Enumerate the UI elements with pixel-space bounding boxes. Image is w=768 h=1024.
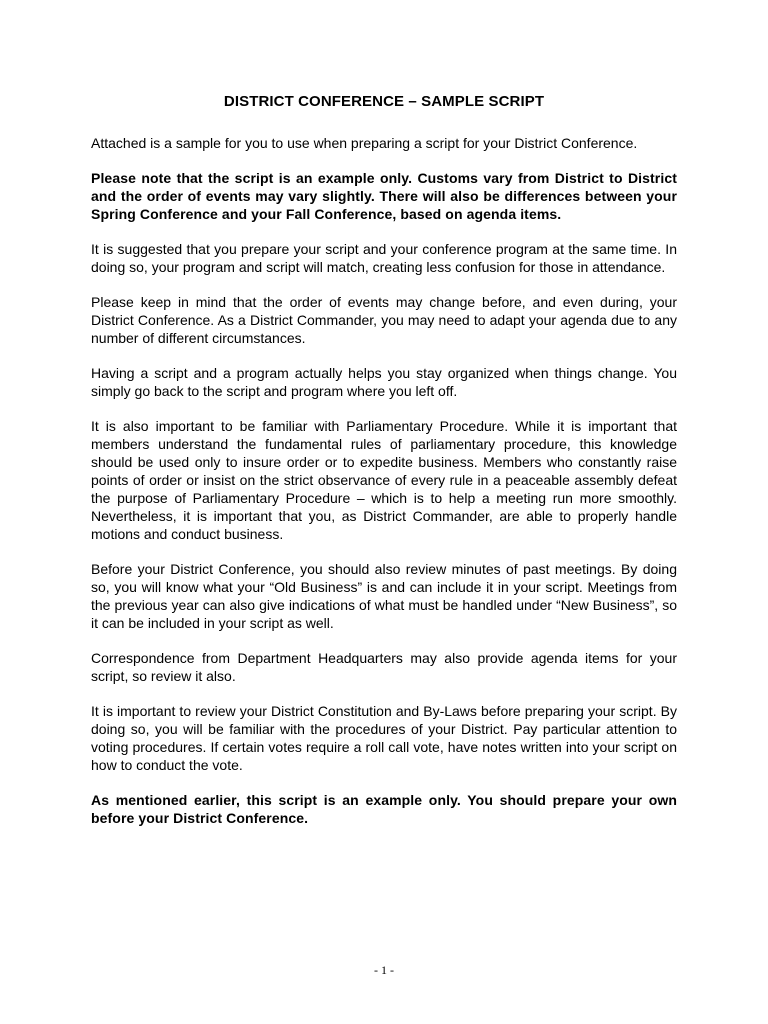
paragraph-stay-organized: Having a script and a program actually helps you stay organized when things change. You simply go back to the script and program where you left off.: [91, 365, 677, 399]
paragraph-parliamentary-procedure: It is also important to be familiar with Parliamentary Procedure. While it is important that members understand the fundamental rules of parliamentary procedure, this knowledge should be used only to insure order or to expedite business. Members who constantly raise points of order or insist on the strict observance of every rule in a peaceable assembly defeat the purpose of Parliamentary Procedure – which is to help a meeting run more smoothly. Nevertheless, it is important that you, as District Commander, are able to properly handle motions and conduct business.: [91, 418, 677, 542]
paragraph-prepare-program: It is suggested that you prepare your script and your conference program at the same time. In doing so, your program and script will match, creating less confusion for those in attendance.: [91, 241, 677, 275]
page-number: - 1 -: [374, 963, 394, 977]
paragraph-note-bold: Please note that the script is an example only. Customs vary from District to District and the order of events may vary slightly. There will also be differences between your Spring Conference and your Fall Conference, based on agenda items.: [91, 170, 677, 222]
page-title: DISTRICT CONFERENCE – SAMPLE SCRIPT: [223, 93, 545, 110]
paragraph-correspondence: Correspondence from Department Headquarters may also provide agenda items for your script, so review it also.: [91, 650, 677, 684]
paragraph-order-of-events: Please keep in mind that the order of events may change before, and even during, your District Conference. As a District Commander, you may need to adapt your agenda due to any number of different circumstances.: [91, 294, 677, 346]
paragraph-intro: Attached is a sample for you to use when preparing a script for your District Conference.: [91, 135, 638, 151]
paragraph-constitution-bylaws: It is important to review your District Constitution and By-Laws before preparing your script. By doing so, you will be familiar with the procedures of your District. Pay particular attention to voting procedures. If certain votes require a roll call vote, have notes written into your script on how to conduct the vote.: [91, 703, 677, 773]
paragraph-review-minutes: Before your District Conference, you should also review minutes of past meetings. By doing so, you will know what your “Old Business” is and can include it in your script. Meetings from the previous year can also give indications of what must be handled under “New Business”, so it can be included in your script as well.: [91, 561, 677, 631]
paragraph-closing-bold: As mentioned earlier, this script is an example only. You should prepare your own before your District Conference.: [91, 792, 677, 826]
document-body: [91, 93, 677, 844]
